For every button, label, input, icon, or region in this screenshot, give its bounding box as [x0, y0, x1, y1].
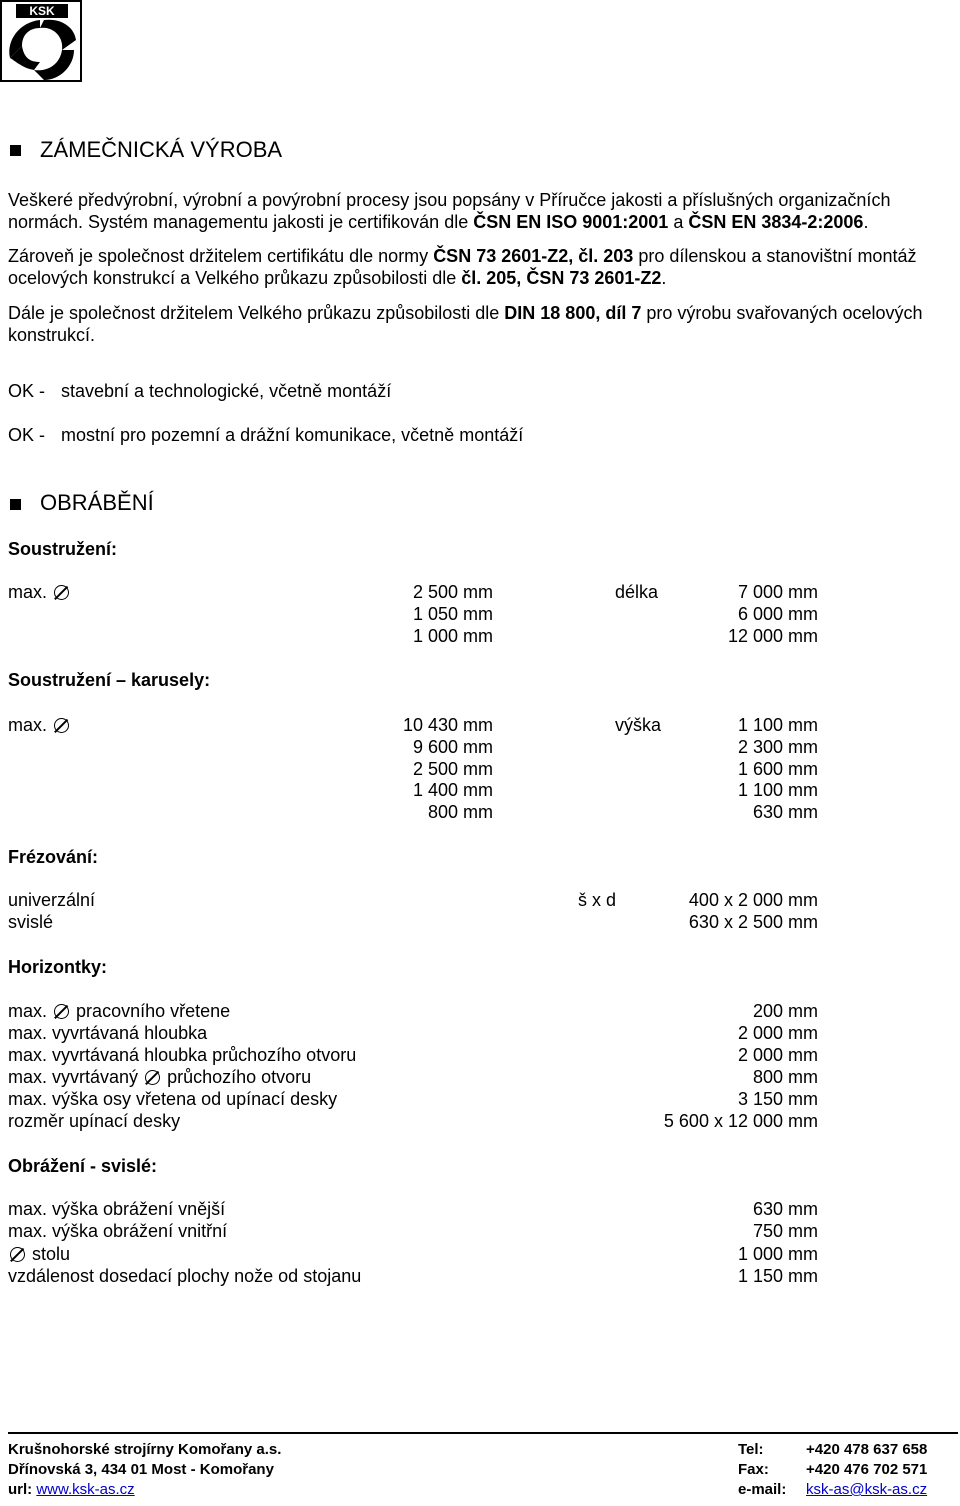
footer-url-link[interactable]: www.ksk-as.cz	[36, 1481, 135, 1498]
section-bullet	[10, 145, 21, 156]
logo-text: KSK	[29, 4, 55, 18]
subsection-title: Obrážení - svislé:	[8, 1156, 158, 1176]
subsection-title: Soustružení – karusely:	[8, 670, 211, 690]
table-cell: 2 000 mm	[737, 1023, 818, 1043]
table-cell: 400 x 2 000 mm	[688, 890, 818, 910]
table-cell: 1 100 mm	[737, 780, 818, 800]
table-cell: 750 mm	[752, 1221, 818, 1241]
paragraph-quality: Veškeré předvýrobní, výrobní a povýrobní procesy jsou popsány v Příručce jakosti a příslušných organizačních normách. Systém managementu jakosti je certifikován dle ČSN EN ISO 9001:2001 a ČSN EN 3834-2:2006.	[8, 190, 891, 232]
footer-address: Dřínovská 3, 434 01 Most - Komořany	[8, 1461, 274, 1478]
diameter-icon	[10, 1247, 25, 1262]
section-bullet	[10, 499, 21, 510]
table-cell: 800 mm	[752, 1067, 818, 1087]
table-cell: 12 000 mm	[727, 626, 818, 646]
ok-item: mostní pro pozemní a drážní komunikace, včetně montáží	[61, 425, 524, 445]
row-label: max. výška obrážení vnitřní	[8, 1221, 228, 1241]
footer-email-label: e-mail:	[738, 1481, 787, 1498]
diameter-icon	[54, 1004, 69, 1019]
ok-prefix: OK -	[8, 381, 46, 401]
row-label: svislé	[8, 912, 54, 932]
table-cell: 1 050 mm	[412, 604, 493, 624]
table-cell: 2 300 mm	[737, 737, 818, 757]
row-label: vzdálenost dosedací plochy nože od stojanu	[8, 1266, 362, 1286]
table-cell: 800 mm	[427, 802, 493, 822]
diameter-icon	[145, 1070, 160, 1085]
table-cell: 10 430 mm	[402, 715, 493, 735]
section-heading-obrabeni: OBRÁBĚNÍ	[40, 490, 154, 515]
row-label: rozměr upínací desky	[8, 1111, 181, 1131]
subsection-title: Horizontky:	[8, 957, 107, 977]
table-cell: 5 600 x 12 000 mm	[663, 1111, 818, 1131]
column-label: délka	[615, 582, 659, 602]
footer-fax-label: Fax:	[738, 1461, 769, 1478]
diameter-icon	[54, 585, 69, 600]
subsection-title: Soustružení:	[8, 539, 118, 559]
table-cell: 3 150 mm	[737, 1089, 818, 1109]
column-label: výška	[615, 715, 662, 735]
table-cell: 7 000 mm	[737, 582, 818, 602]
table-cell: 2 000 mm	[737, 1045, 818, 1065]
table-cell: 630 x 2 500 mm	[688, 912, 818, 932]
table-cell: 1 400 mm	[412, 780, 493, 800]
row-label: max. pracovního vřetene	[8, 1001, 231, 1021]
table-cell: 2 500 mm	[412, 582, 493, 602]
table-cell: 630 mm	[752, 1199, 818, 1219]
footer-divider	[8, 1432, 958, 1434]
footer-company: Krušnohorské strojírny Komořany a.s.	[8, 1441, 282, 1458]
subsection-title: Frézování:	[8, 847, 99, 867]
company-logo	[0, 0, 82, 82]
row-label: max. vyvrtávaná hloubka	[8, 1023, 208, 1043]
ok-prefix: OK -	[8, 425, 46, 445]
paragraph-din: Dále je společnost držitelem Velkého průkazu způsobilosti dle DIN 18 800, díl 7 pro výrobu svařovaných ocelových konstrukcí.	[8, 303, 923, 345]
row-label: univerzální	[8, 890, 96, 910]
table-cell: 1 000 mm	[737, 1244, 818, 1264]
table-cell: 1 100 mm	[737, 715, 818, 735]
table-cell: 9 600 mm	[412, 737, 493, 757]
table-cell: 1 000 mm	[412, 626, 493, 646]
paragraph-certificate: Zároveň je společnost držitelem certifikátu dle normy ČSN 73 2601-Z2, čl. 203 pro dílenskou a stanovištní montáž ocelových konstrukcí a Velkého průkazu způsobilosti dle čl. 205, ČSN 73 2601-Z2.	[8, 246, 917, 288]
table-cell: 6 000 mm	[737, 604, 818, 624]
footer-fax: +420 476 702 571	[806, 1461, 928, 1478]
table-cell: 2 500 mm	[412, 759, 493, 779]
footer-email-link[interactable]: ksk-as@ksk-as.cz	[806, 1481, 928, 1498]
row-label: max. výška osy vřetena od upínací desky	[8, 1089, 338, 1109]
ok-item: stavební a technologické, včetně montáží	[61, 381, 392, 401]
row-label: max. vyvrtávaná hloubka průchozího otvoru	[8, 1045, 357, 1065]
table-cell: 1 150 mm	[737, 1266, 818, 1286]
row-label: max. vyvrtávaný průchozího otvoru	[8, 1067, 312, 1087]
column-label: š x d	[578, 890, 617, 910]
section-heading-zamecnicka: ZÁMEČNICKÁ VÝROBA	[40, 137, 283, 162]
table-cell: 1 600 mm	[737, 759, 818, 779]
footer-url: url: www.ksk-as.cz	[8, 1481, 135, 1498]
footer-tel: +420 478 637 658	[806, 1441, 928, 1458]
max-label: max.	[8, 581, 71, 603]
row-label: max. výška obrážení vnější	[8, 1199, 226, 1219]
table-cell: 200 mm	[752, 1001, 818, 1021]
max-label: max.	[8, 714, 71, 736]
row-label: stolu	[8, 1243, 70, 1265]
footer-tel-label: Tel:	[738, 1441, 764, 1458]
table-cell: 630 mm	[752, 802, 818, 822]
diameter-icon	[54, 718, 69, 733]
